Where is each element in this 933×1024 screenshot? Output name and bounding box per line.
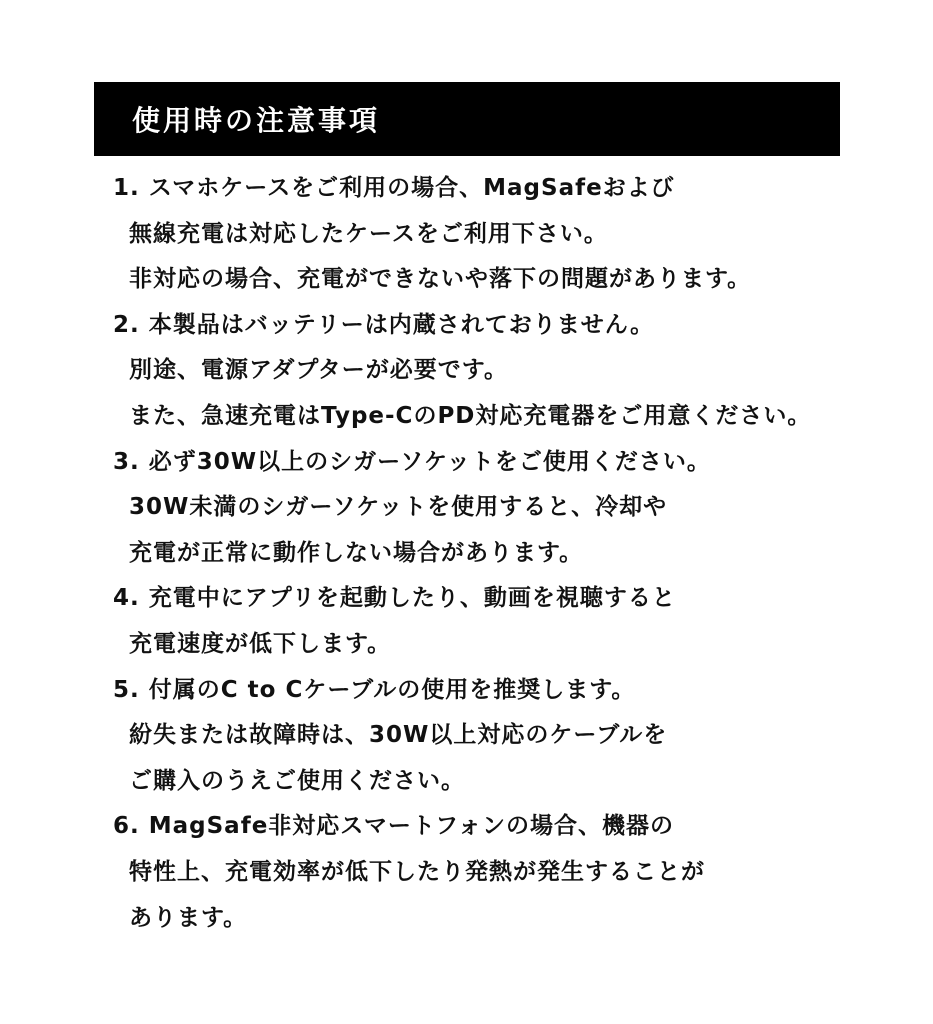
notice-item-5 xyxy=(113,668,928,805)
notice-1-line-2: 無線充電は対応したケースをご利用下さい。 xyxy=(129,220,608,247)
notice-4-line-1: 4. 充電中にアプリを起動したり、動画を視聴すると xyxy=(113,585,676,612)
notice-list xyxy=(113,166,928,941)
notice-2-line-3: また、急速充電はType-CのPD対応充電器をご用意ください。 xyxy=(129,402,812,429)
notice-1-line-3: 非対応の場合、充電ができないや落下の問題があります。 xyxy=(129,266,752,293)
notice-3-line-2: 30W未満のシガーソケットを使用すると、冷却や xyxy=(129,494,668,521)
notice-2-line-1: 2. 本製品はバッテリーは内蔵されておりません。 xyxy=(113,311,655,338)
notice-item-1 xyxy=(113,166,928,303)
notice-4-line-2: 充電速度が低下します。 xyxy=(129,630,392,657)
notice-2-line-2: 別途、電源アダプターが必要です。 xyxy=(129,357,508,384)
notice-item-6 xyxy=(113,804,928,941)
notice-6-line-1: 6. MagSafe非対応スマートフォンの場合、機器の xyxy=(113,813,675,840)
notice-5-line-3: ご購入のうえご使用ください。 xyxy=(129,767,465,794)
notice-5-line-1: 5. 付属のC to Cケーブルの使用を推奨します。 xyxy=(113,676,636,703)
header-banner xyxy=(94,82,840,156)
page-title: 使用時の注意事項 xyxy=(132,104,381,137)
notice-item-3 xyxy=(113,440,928,577)
notice-1-line-1: 1. スマホケースをご利用の場合、MagSafeおよび xyxy=(113,175,675,201)
notice-3-line-1: 3. 必ず30W以上のシガーソケットをご使用ください。 xyxy=(113,448,711,475)
notice-6-line-2: 特性上、充電効率が低下したり発熱が発生することが xyxy=(129,858,705,885)
notice-5-line-2: 紛失または故障時は、30W以上対応のケーブルを xyxy=(129,722,668,749)
notice-3-line-3: 充電が正常に動作しない場合があります。 xyxy=(129,539,584,566)
notice-item-4 xyxy=(113,576,928,667)
notice-6-line-3: あります。 xyxy=(129,904,248,931)
notice-item-2 xyxy=(113,303,928,440)
